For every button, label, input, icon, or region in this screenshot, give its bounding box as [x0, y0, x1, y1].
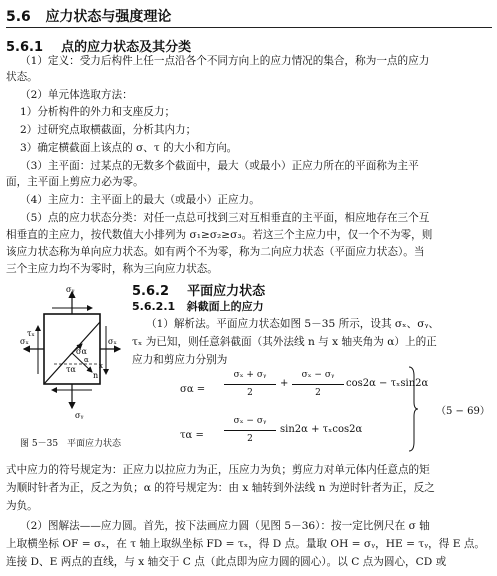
frac-3-denominator: 2	[247, 434, 253, 444]
label-sigma-y-bottom: σᵧ	[75, 411, 84, 420]
sign-convention-line-1: 式中应力的符号规定为：正应力以拉应力为正，压应力为负；剪应力对单元体内任意点的矩	[6, 464, 430, 476]
label-tau-alpha: τα	[66, 365, 76, 374]
principal-plane-line-1: （3）主平面：过某点的无数多个截面中，最大（或最小）正应力所在的平面称为主平	[20, 160, 419, 172]
equation-number: （5 − 69）	[436, 406, 490, 417]
label-sigma-y-top: σᵧ	[66, 285, 75, 294]
section-number: 5.6	[6, 9, 31, 25]
subsection-2-number: 5.6.2	[132, 284, 170, 299]
analysis-line-1: （1）解析法。平面应力状态如图 5－35 所示，设其 σₓ、σᵧ、	[146, 318, 440, 330]
frac-2-bar	[292, 384, 344, 385]
frac-3-bar	[224, 430, 276, 431]
step-3: 3）确定横截面上该点的 σ、τ 的大小和方向。	[20, 142, 238, 154]
principal-stress: （4）主应力：主平面上的最大（或最小）正应力。	[20, 194, 260, 206]
heading-rule	[6, 27, 492, 28]
frac-1-denominator: 2	[247, 388, 253, 398]
classification-line-2: 相垂直的主应力，按代数值大小排列为 σ₁≥σ₂≥σ₃。若这三个主应力中，仅一个不为零，则	[6, 229, 433, 241]
label-sigma-x-left: σₓ	[20, 337, 29, 346]
definition-line-2: 状态。	[6, 71, 38, 83]
graphic-method-line-1: （2）图解法——应力圆。首先，按下法画应力圆（见图 5－36）：按一定比例尺在 σ 轴	[20, 520, 430, 532]
section-title: 应力状态与强度理论	[45, 9, 172, 25]
frac-1-bar	[224, 384, 276, 385]
equation-brace	[408, 366, 418, 452]
subsubsection-heading	[132, 298, 264, 314]
graphic-method-line-3: 连接 D、E 两点的直线，与 x 轴交于 C 点（此点即为应力圆的圆心）。以 C 点为圆心，CD 或	[6, 556, 447, 568]
subsection-number: 5.6.1	[6, 40, 44, 55]
label-alpha: α	[84, 356, 89, 364]
plus-sign: +	[280, 378, 289, 389]
definition-line-1: （1）定义：受力后构件上任一点沿各个不同方向上的应力情况的集合，称为一点的应力	[20, 55, 430, 67]
cos-term: cos2α − τₓsin2α	[346, 378, 429, 389]
unit-method: （2）单元体选取方法：	[20, 89, 133, 101]
analysis-line-2: τₓ 为已知，则任意斜截面（其外法线 n 与 x 轴夹角为 α）上的正	[132, 336, 437, 348]
classification-line-1: （5）点的应力状态分类：对任一点总可找到三对互相垂直的主平面，相应地存在三个互	[20, 212, 430, 224]
section-heading	[6, 6, 171, 26]
frac-3-numerator: σₓ − σᵧ	[233, 416, 267, 426]
frac-2-denominator: 2	[315, 388, 321, 398]
plane-stress-figure	[20, 284, 124, 432]
analysis-line-3: 应力和剪应力分别为	[132, 354, 228, 366]
sign-convention-line-2: 为顺时针者为正，反之为负；α 的符号规定为：由 x 轴转到外法线 n 为逆时针者为正，反之	[6, 482, 435, 494]
label-sigma-alpha: σα	[76, 347, 87, 356]
classification-line-3: 该应力状态称为单向应力状态。如有两个不为零，称为二向应力状态（平面应力状态）。当	[6, 246, 425, 258]
step-1: 1）分析构件的外力和支座反力；	[20, 106, 176, 118]
label-sigma-x-right: σₓ	[108, 337, 117, 346]
label-x: x	[99, 362, 103, 370]
sigma-alpha-lhs: σα =	[180, 384, 206, 395]
classification-line-4: 三个主应力均不为零时，称为三向应力状态。	[6, 263, 218, 275]
frac-1-numerator: σₓ + σᵧ	[233, 370, 267, 380]
subsubsection-title: 斜截面上的应力	[186, 300, 264, 313]
figure-caption: 图 5－35 平面应力状态	[20, 439, 122, 449]
step-2: 2）过研究点取横截面，分析其内力；	[20, 124, 197, 136]
subsection-title: 点的应力状态及其分类	[61, 40, 192, 55]
subsubsection-number: 5.6.2.1	[132, 300, 176, 313]
tau-alpha-lhs: τα =	[180, 430, 204, 441]
label-tau-x: τₓ	[27, 329, 35, 338]
graphic-method-line-2: 上取横坐标 OF = σₓ，在 τ 轴上取纵坐标 FD = τₓ，得 D 点。量取 OH = σᵧ，HE = τᵧ，得 E 点。	[6, 538, 486, 550]
subsection-2-heading	[132, 280, 265, 299]
subsection-2-title: 平面应力状态	[187, 284, 266, 299]
sign-convention-line-3: 为负。	[6, 500, 38, 512]
principal-plane-line-2: 面，主平面上剪应力必为零。	[6, 176, 144, 188]
frac-2-numerator: σₓ − σᵧ	[301, 370, 335, 380]
label-n: n	[93, 371, 99, 380]
sin-term: sin2α + τₓcos2α	[280, 424, 363, 435]
